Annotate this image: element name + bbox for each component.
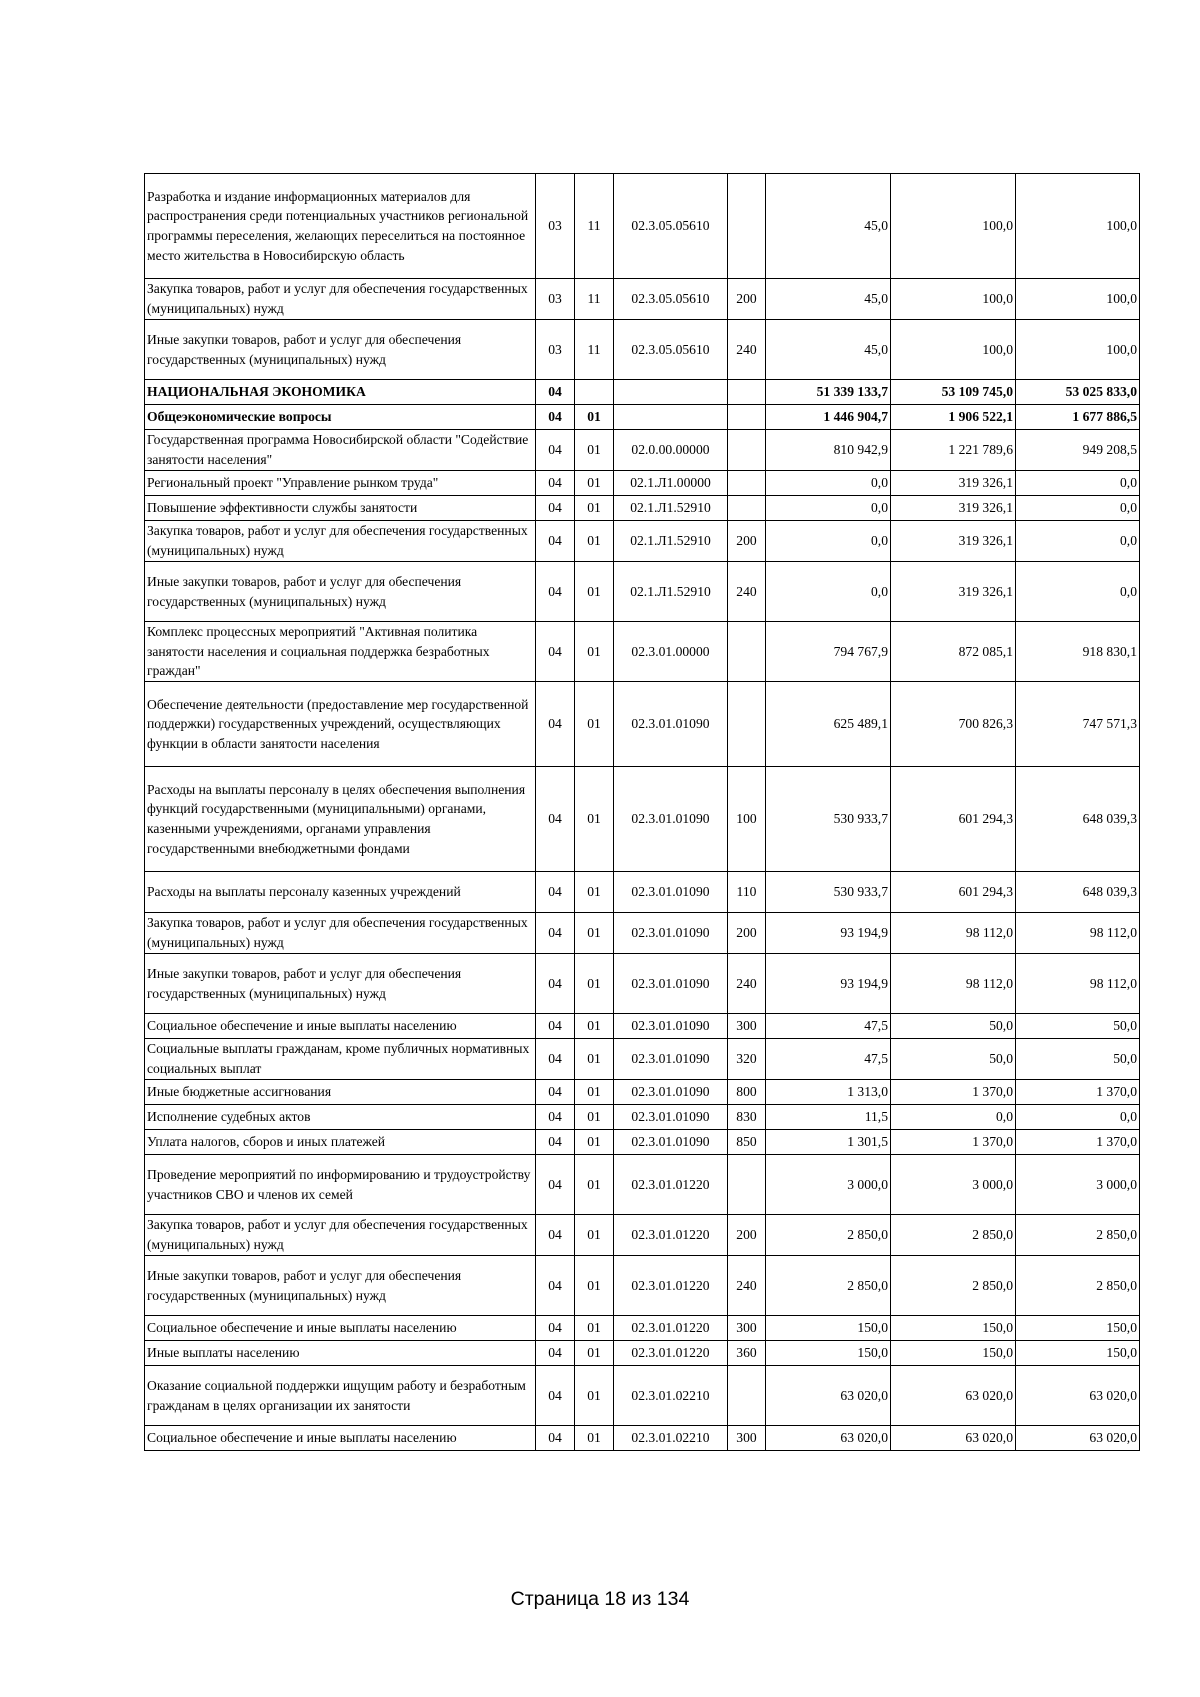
table-row bbox=[145, 380, 1140, 405]
target-article-code-cell: 02.3.01.02210 bbox=[614, 1366, 728, 1426]
amount-year-1-cell: 45,0 bbox=[766, 279, 891, 320]
amount-year-2-cell: 150,0 bbox=[891, 1341, 1016, 1366]
amount-year-1-cell: 2 850,0 bbox=[766, 1215, 891, 1256]
amount-year-3-cell: 63 020,0 bbox=[1016, 1426, 1140, 1451]
table-row bbox=[145, 1080, 1140, 1105]
amount-year-2-cell: 319 326,1 bbox=[891, 521, 1016, 562]
section-code-cell: 04 bbox=[536, 1130, 575, 1155]
item-name-cell: Расходы на выплаты персоналу в целях обеспечения выполнения функций государственными (муниципальными) органами, казенными учреждениями, органами управления государственными внебюджетными фондами bbox=[145, 767, 536, 872]
amount-year-1-cell: 1 301,5 bbox=[766, 1130, 891, 1155]
expense-type-code-cell: 110 bbox=[728, 872, 766, 913]
amount-year-3-cell: 0,0 bbox=[1016, 562, 1140, 622]
expense-type-code-cell bbox=[728, 682, 766, 767]
table-row bbox=[145, 1014, 1140, 1039]
target-article-code-cell: 02.3.01.01090 bbox=[614, 1080, 728, 1105]
amount-year-2-cell: 63 020,0 bbox=[891, 1426, 1016, 1451]
expense-type-code-cell: 200 bbox=[728, 913, 766, 954]
amount-year-2-cell: 50,0 bbox=[891, 1014, 1016, 1039]
amount-year-3-cell: 63 020,0 bbox=[1016, 1366, 1140, 1426]
amount-year-3-cell: 150,0 bbox=[1016, 1316, 1140, 1341]
subsection-code-cell: 01 bbox=[575, 1039, 614, 1080]
section-code-cell: 04 bbox=[536, 430, 575, 471]
amount-year-3-cell: 0,0 bbox=[1016, 496, 1140, 521]
amount-year-2-cell: 319 326,1 bbox=[891, 496, 1016, 521]
amount-year-1-cell: 47,5 bbox=[766, 1014, 891, 1039]
section-code-cell: 04 bbox=[536, 767, 575, 872]
expense-type-code-cell: 300 bbox=[728, 1316, 766, 1341]
target-article-code-cell: 02.3.01.01090 bbox=[614, 1130, 728, 1155]
expense-type-code-cell bbox=[728, 174, 766, 279]
target-article-code-cell: 02.3.01.01090 bbox=[614, 954, 728, 1014]
section-code-cell: 03 bbox=[536, 174, 575, 279]
table-row bbox=[145, 521, 1140, 562]
expense-type-code-cell: 830 bbox=[728, 1105, 766, 1130]
amount-year-1-cell: 0,0 bbox=[766, 471, 891, 496]
amount-year-3-cell: 100,0 bbox=[1016, 174, 1140, 279]
section-code-cell: 04 bbox=[536, 1039, 575, 1080]
item-name-cell: Социальные выплаты гражданам, кроме публичных нормативных социальных выплат bbox=[145, 1039, 536, 1080]
section-code-cell: 04 bbox=[536, 1155, 575, 1215]
amount-year-2-cell: 1 906 522,1 bbox=[891, 405, 1016, 430]
subsection-code-cell: 01 bbox=[575, 1155, 614, 1215]
expense-type-code-cell bbox=[728, 471, 766, 496]
amount-year-1-cell: 3 000,0 bbox=[766, 1155, 891, 1215]
amount-year-1-cell: 45,0 bbox=[766, 174, 891, 279]
item-name-cell: Государственная программа Новосибирской области "Содействие занятости населения" bbox=[145, 430, 536, 471]
section-code-cell: 04 bbox=[536, 1366, 575, 1426]
amount-year-3-cell: 53 025 833,0 bbox=[1016, 380, 1140, 405]
section-code-cell: 04 bbox=[536, 872, 575, 913]
subsection-code-cell: 01 bbox=[575, 562, 614, 622]
item-name-cell: Социальное обеспечение и иные выплаты населению bbox=[145, 1316, 536, 1341]
amount-year-2-cell: 150,0 bbox=[891, 1316, 1016, 1341]
target-article-code-cell bbox=[614, 380, 728, 405]
amount-year-2-cell: 2 850,0 bbox=[891, 1256, 1016, 1316]
item-name-cell: Комплекс процессных мероприятий "Активная политика занятости населения и социальная поддержка безработных граждан" bbox=[145, 622, 536, 682]
subsection-code-cell: 01 bbox=[575, 1341, 614, 1366]
expense-type-code-cell: 300 bbox=[728, 1014, 766, 1039]
section-code-cell: 04 bbox=[536, 682, 575, 767]
subsection-code-cell: 01 bbox=[575, 471, 614, 496]
item-name-cell: Расходы на выплаты персоналу казенных учреждений bbox=[145, 872, 536, 913]
item-name-cell: Обеспечение деятельности (предоставление мер государственной поддержки) государственных учреждений, осуществляющих функции в области занятости населения bbox=[145, 682, 536, 767]
subsection-code-cell: 11 bbox=[575, 320, 614, 380]
item-name-cell: Иные закупки товаров, работ и услуг для обеспечения государственных (муниципальных) нужд bbox=[145, 320, 536, 380]
target-article-code-cell: 02.3.01.01090 bbox=[614, 1105, 728, 1130]
amount-year-1-cell: 794 767,9 bbox=[766, 622, 891, 682]
expense-type-code-cell bbox=[728, 496, 766, 521]
amount-year-3-cell: 648 039,3 bbox=[1016, 767, 1140, 872]
target-article-code-cell: 02.1.Л1.52910 bbox=[614, 521, 728, 562]
expense-type-code-cell: 320 bbox=[728, 1039, 766, 1080]
amount-year-2-cell: 1 221 789,6 bbox=[891, 430, 1016, 471]
table-row bbox=[145, 1039, 1140, 1080]
table-row bbox=[145, 767, 1140, 872]
table-row bbox=[145, 1256, 1140, 1316]
section-code-cell: 04 bbox=[536, 1316, 575, 1341]
expense-type-code-cell: 240 bbox=[728, 1256, 766, 1316]
item-name-cell: Уплата налогов, сборов и иных платежей bbox=[145, 1130, 536, 1155]
section-code-cell: 04 bbox=[536, 1256, 575, 1316]
amount-year-3-cell: 3 000,0 bbox=[1016, 1155, 1140, 1215]
amount-year-2-cell: 100,0 bbox=[891, 279, 1016, 320]
subsection-code-cell: 01 bbox=[575, 430, 614, 471]
target-article-code-cell: 02.1.Л1.52910 bbox=[614, 562, 728, 622]
amount-year-3-cell: 100,0 bbox=[1016, 320, 1140, 380]
subsection-code-cell: 01 bbox=[575, 767, 614, 872]
item-name-cell: Закупка товаров, работ и услуг для обеспечения государственных (муниципальных) нужд bbox=[145, 279, 536, 320]
item-name-cell: Исполнение судебных актов bbox=[145, 1105, 536, 1130]
section-code-cell: 04 bbox=[536, 1105, 575, 1130]
table-row bbox=[145, 682, 1140, 767]
target-article-code-cell: 02.3.01.01220 bbox=[614, 1215, 728, 1256]
subsection-code-cell: 01 bbox=[575, 1014, 614, 1039]
amount-year-1-cell: 0,0 bbox=[766, 496, 891, 521]
subsection-code-cell: 01 bbox=[575, 496, 614, 521]
expense-type-code-cell bbox=[728, 380, 766, 405]
amount-year-3-cell: 1 370,0 bbox=[1016, 1080, 1140, 1105]
expense-type-code-cell: 200 bbox=[728, 279, 766, 320]
section-code-cell: 04 bbox=[536, 954, 575, 1014]
table-row bbox=[145, 872, 1140, 913]
subsection-code-cell: 01 bbox=[575, 1366, 614, 1426]
item-name-cell: Оказание социальной поддержки ищущим работу и безработным гражданам в целях организации их занятости bbox=[145, 1366, 536, 1426]
expense-type-code-cell: 240 bbox=[728, 954, 766, 1014]
amount-year-2-cell: 0,0 bbox=[891, 1105, 1016, 1130]
amount-year-3-cell: 98 112,0 bbox=[1016, 913, 1140, 954]
section-code-cell: 04 bbox=[536, 380, 575, 405]
amount-year-3-cell: 0,0 bbox=[1016, 1105, 1140, 1130]
target-article-code-cell: 02.3.01.02210 bbox=[614, 1426, 728, 1451]
amount-year-1-cell: 0,0 bbox=[766, 562, 891, 622]
amount-year-2-cell: 98 112,0 bbox=[891, 954, 1016, 1014]
item-name-cell: Общеэкономические вопросы bbox=[145, 405, 536, 430]
expense-type-code-cell: 850 bbox=[728, 1130, 766, 1155]
expense-type-code-cell bbox=[728, 622, 766, 682]
item-name-cell: Разработка и издание информационных материалов для распространения среди потенциальных участников региональной программы переселения, желающих переселиться на постоянное место жительства в Новосибирскую область bbox=[145, 174, 536, 279]
subsection-code-cell: 01 bbox=[575, 521, 614, 562]
section-code-cell: 04 bbox=[536, 521, 575, 562]
amount-year-2-cell: 50,0 bbox=[891, 1039, 1016, 1080]
item-name-cell: НАЦИОНАЛЬНАЯ ЭКОНОМИКА bbox=[145, 380, 536, 405]
subsection-code-cell: 01 bbox=[575, 1080, 614, 1105]
expense-type-code-cell: 240 bbox=[728, 562, 766, 622]
amount-year-2-cell: 100,0 bbox=[891, 320, 1016, 380]
expense-type-code-cell: 200 bbox=[728, 521, 766, 562]
target-article-code-cell: 02.3.01.01090 bbox=[614, 913, 728, 954]
target-article-code-cell: 02.3.05.05610 bbox=[614, 279, 728, 320]
subsection-code-cell: 01 bbox=[575, 872, 614, 913]
subsection-code-cell: 01 bbox=[575, 622, 614, 682]
amount-year-1-cell: 530 933,7 bbox=[766, 767, 891, 872]
expense-type-code-cell bbox=[728, 1155, 766, 1215]
item-name-cell: Социальное обеспечение и иные выплаты населению bbox=[145, 1014, 536, 1039]
budget-table bbox=[144, 173, 1140, 1451]
target-article-code-cell: 02.3.01.01090 bbox=[614, 682, 728, 767]
target-article-code-cell bbox=[614, 405, 728, 430]
amount-year-1-cell: 1 313,0 bbox=[766, 1080, 891, 1105]
table-row bbox=[145, 1215, 1140, 1256]
subsection-code-cell bbox=[575, 380, 614, 405]
table-row bbox=[145, 430, 1140, 471]
amount-year-1-cell: 2 850,0 bbox=[766, 1256, 891, 1316]
amount-year-3-cell: 98 112,0 bbox=[1016, 954, 1140, 1014]
subsection-code-cell: 01 bbox=[575, 682, 614, 767]
target-article-code-cell: 02.3.01.01090 bbox=[614, 872, 728, 913]
table-row bbox=[145, 279, 1140, 320]
section-code-cell: 04 bbox=[536, 1426, 575, 1451]
amount-year-2-cell: 319 326,1 bbox=[891, 562, 1016, 622]
section-code-cell: 04 bbox=[536, 562, 575, 622]
target-article-code-cell: 02.3.05.05610 bbox=[614, 174, 728, 279]
target-article-code-cell: 02.3.01.01220 bbox=[614, 1316, 728, 1341]
amount-year-1-cell: 51 339 133,7 bbox=[766, 380, 891, 405]
table-row bbox=[145, 1341, 1140, 1366]
amount-year-2-cell: 700 826,3 bbox=[891, 682, 1016, 767]
subsection-code-cell: 01 bbox=[575, 1426, 614, 1451]
amount-year-2-cell: 872 085,1 bbox=[891, 622, 1016, 682]
subsection-code-cell: 01 bbox=[575, 1256, 614, 1316]
target-article-code-cell: 02.3.01.01220 bbox=[614, 1155, 728, 1215]
expense-type-code-cell: 360 bbox=[728, 1341, 766, 1366]
item-name-cell: Региональный проект "Управление рынком труда" bbox=[145, 471, 536, 496]
expense-type-code-cell bbox=[728, 430, 766, 471]
page-number: Страница 18 из 134 bbox=[510, 1588, 690, 1610]
table-row bbox=[145, 562, 1140, 622]
table-row bbox=[145, 496, 1140, 521]
amount-year-1-cell: 810 942,9 bbox=[766, 430, 891, 471]
target-article-code-cell: 02.3.01.01090 bbox=[614, 767, 728, 872]
item-name-cell: Закупка товаров, работ и услуг для обеспечения государственных (муниципальных) нужд bbox=[145, 521, 536, 562]
subsection-code-cell: 11 bbox=[575, 279, 614, 320]
amount-year-3-cell: 949 208,5 bbox=[1016, 430, 1140, 471]
section-code-cell: 04 bbox=[536, 913, 575, 954]
expense-type-code-cell: 300 bbox=[728, 1426, 766, 1451]
amount-year-3-cell: 150,0 bbox=[1016, 1341, 1140, 1366]
amount-year-3-cell: 1 677 886,5 bbox=[1016, 405, 1140, 430]
amount-year-3-cell: 100,0 bbox=[1016, 279, 1140, 320]
expense-type-code-cell: 200 bbox=[728, 1215, 766, 1256]
amount-year-3-cell: 2 850,0 bbox=[1016, 1215, 1140, 1256]
item-name-cell: Повышение эффективности службы занятости bbox=[145, 496, 536, 521]
table-row bbox=[145, 1105, 1140, 1130]
target-article-code-cell: 02.1.Л1.00000 bbox=[614, 471, 728, 496]
amount-year-2-cell: 100,0 bbox=[891, 174, 1016, 279]
amount-year-1-cell: 47,5 bbox=[766, 1039, 891, 1080]
item-name-cell: Социальное обеспечение и иные выплаты населению bbox=[145, 1426, 536, 1451]
section-code-cell: 04 bbox=[536, 622, 575, 682]
section-code-cell: 04 bbox=[536, 1215, 575, 1256]
section-code-cell: 04 bbox=[536, 1014, 575, 1039]
section-code-cell: 04 bbox=[536, 471, 575, 496]
target-article-code-cell: 02.3.05.05610 bbox=[614, 320, 728, 380]
amount-year-1-cell: 63 020,0 bbox=[766, 1426, 891, 1451]
amount-year-1-cell: 530 933,7 bbox=[766, 872, 891, 913]
amount-year-3-cell: 747 571,3 bbox=[1016, 682, 1140, 767]
table-row bbox=[145, 622, 1140, 682]
amount-year-2-cell: 53 109 745,0 bbox=[891, 380, 1016, 405]
amount-year-2-cell: 1 370,0 bbox=[891, 1130, 1016, 1155]
target-article-code-cell: 02.0.00.00000 bbox=[614, 430, 728, 471]
section-code-cell: 04 bbox=[536, 405, 575, 430]
section-code-cell: 04 bbox=[536, 1080, 575, 1105]
amount-year-3-cell: 0,0 bbox=[1016, 521, 1140, 562]
table-row bbox=[145, 1130, 1140, 1155]
table-row bbox=[145, 913, 1140, 954]
amount-year-1-cell: 93 194,9 bbox=[766, 954, 891, 1014]
amount-year-2-cell: 63 020,0 bbox=[891, 1366, 1016, 1426]
amount-year-3-cell: 2 850,0 bbox=[1016, 1256, 1140, 1316]
expense-type-code-cell: 800 bbox=[728, 1080, 766, 1105]
item-name-cell: Иные выплаты населению bbox=[145, 1341, 536, 1366]
amount-year-2-cell: 601 294,3 bbox=[891, 767, 1016, 872]
item-name-cell: Проведение мероприятий по информированию и трудоустройству участников СВО и членов их семей bbox=[145, 1155, 536, 1215]
table-row bbox=[145, 1366, 1140, 1426]
subsection-code-cell: 01 bbox=[575, 405, 614, 430]
amount-year-3-cell: 50,0 bbox=[1016, 1039, 1140, 1080]
amount-year-1-cell: 93 194,9 bbox=[766, 913, 891, 954]
target-article-code-cell: 02.3.01.01090 bbox=[614, 1014, 728, 1039]
amount-year-1-cell: 625 489,1 bbox=[766, 682, 891, 767]
target-article-code-cell: 02.3.01.00000 bbox=[614, 622, 728, 682]
amount-year-3-cell: 918 830,1 bbox=[1016, 622, 1140, 682]
subsection-code-cell: 01 bbox=[575, 1215, 614, 1256]
table-row bbox=[145, 320, 1140, 380]
table-row bbox=[145, 471, 1140, 496]
item-name-cell: Иные бюджетные ассигнования bbox=[145, 1080, 536, 1105]
amount-year-3-cell: 0,0 bbox=[1016, 471, 1140, 496]
item-name-cell: Закупка товаров, работ и услуг для обеспечения государственных (муниципальных) нужд bbox=[145, 1215, 536, 1256]
item-name-cell: Иные закупки товаров, работ и услуг для обеспечения государственных (муниципальных) нужд bbox=[145, 954, 536, 1014]
amount-year-1-cell: 0,0 bbox=[766, 521, 891, 562]
section-code-cell: 03 bbox=[536, 279, 575, 320]
table-row bbox=[145, 954, 1140, 1014]
amount-year-1-cell: 1 446 904,7 bbox=[766, 405, 891, 430]
subsection-code-cell: 11 bbox=[575, 174, 614, 279]
amount-year-2-cell: 98 112,0 bbox=[891, 913, 1016, 954]
expense-type-code-cell bbox=[728, 405, 766, 430]
table-row bbox=[145, 405, 1140, 430]
amount-year-3-cell: 648 039,3 bbox=[1016, 872, 1140, 913]
expense-type-code-cell bbox=[728, 1366, 766, 1426]
item-name-cell: Иные закупки товаров, работ и услуг для обеспечения государственных (муниципальных) нужд bbox=[145, 562, 536, 622]
item-name-cell: Иные закупки товаров, работ и услуг для обеспечения государственных (муниципальных) нужд bbox=[145, 1256, 536, 1316]
item-name-cell: Закупка товаров, работ и услуг для обеспечения государственных (муниципальных) нужд bbox=[145, 913, 536, 954]
amount-year-1-cell: 150,0 bbox=[766, 1316, 891, 1341]
amount-year-2-cell: 319 326,1 bbox=[891, 471, 1016, 496]
table-row bbox=[145, 174, 1140, 279]
subsection-code-cell: 01 bbox=[575, 1316, 614, 1341]
table-row bbox=[145, 1155, 1140, 1215]
target-article-code-cell: 02.3.01.01220 bbox=[614, 1341, 728, 1366]
section-code-cell: 04 bbox=[536, 1341, 575, 1366]
section-code-cell: 03 bbox=[536, 320, 575, 380]
target-article-code-cell: 02.1.Л1.52910 bbox=[614, 496, 728, 521]
subsection-code-cell: 01 bbox=[575, 913, 614, 954]
amount-year-2-cell: 601 294,3 bbox=[891, 872, 1016, 913]
section-code-cell: 04 bbox=[536, 496, 575, 521]
subsection-code-cell: 01 bbox=[575, 1130, 614, 1155]
table-row bbox=[145, 1426, 1140, 1451]
amount-year-1-cell: 11,5 bbox=[766, 1105, 891, 1130]
table-row bbox=[145, 1316, 1140, 1341]
amount-year-3-cell: 50,0 bbox=[1016, 1014, 1140, 1039]
amount-year-3-cell: 1 370,0 bbox=[1016, 1130, 1140, 1155]
amount-year-2-cell: 2 850,0 bbox=[891, 1215, 1016, 1256]
amount-year-2-cell: 1 370,0 bbox=[891, 1080, 1016, 1105]
target-article-code-cell: 02.3.01.01220 bbox=[614, 1256, 728, 1316]
amount-year-2-cell: 3 000,0 bbox=[891, 1155, 1016, 1215]
expense-type-code-cell: 240 bbox=[728, 320, 766, 380]
expense-type-code-cell: 100 bbox=[728, 767, 766, 872]
amount-year-1-cell: 63 020,0 bbox=[766, 1366, 891, 1426]
subsection-code-cell: 01 bbox=[575, 1105, 614, 1130]
subsection-code-cell: 01 bbox=[575, 954, 614, 1014]
amount-year-1-cell: 150,0 bbox=[766, 1341, 891, 1366]
amount-year-1-cell: 45,0 bbox=[766, 320, 891, 380]
target-article-code-cell: 02.3.01.01090 bbox=[614, 1039, 728, 1080]
